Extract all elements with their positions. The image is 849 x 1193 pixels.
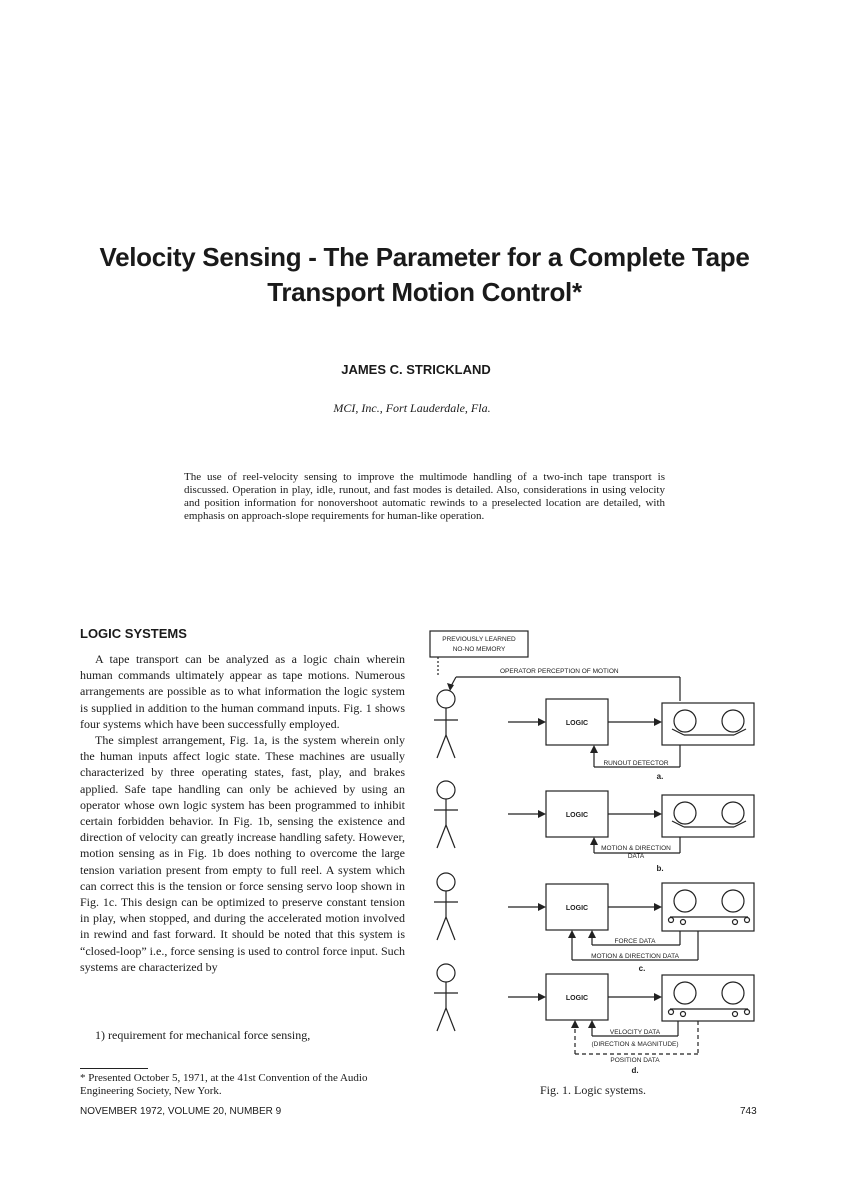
list-item: 1) requirement for mechanical force sensing, [95,1028,311,1042]
memory-label-2: NO-NO MEMORY [452,646,506,653]
feedback-label: DATA [627,853,645,860]
panel-letter: b. [656,864,664,873]
feedback-label: FORCE DATA [614,938,656,945]
operator-figure [434,690,458,758]
transport-box [662,795,754,837]
abstract: The use of reel-velocity sensing to improve the multimode handling of a two-inch tape transport is discussed. Operation in play, idle, runout, and fast modes is detailed. Also, considerations in using velocity and position information for nonovershoot automatic rewinds to a preselected location are detailed, with emphasis on approach-slope requirements for human-like operation. [184,471,665,522]
panel-letter: d. [631,1066,639,1075]
feedback-label: RUNOUT DETECTOR [603,760,669,767]
operator-figure [434,781,458,848]
logic-label: LOGIC [565,905,589,912]
feedback-label: VELOCITY DATA [609,1029,661,1036]
section-heading: LOGIC SYSTEMS [80,626,187,641]
logic-label: LOGIC [565,812,589,819]
title-line-2: Transport Motion Control* [267,277,582,307]
operator-figure [434,873,458,940]
body-text [80,651,405,975]
footnote-divider [80,1068,148,1069]
perception-label: OPERATOR PERCEPTION OF MOTION [500,668,619,675]
author-affiliation: MCI, Inc., Fort Lauderdale, Fla. [333,401,491,415]
feedback-label: MOTION & DIRECTION [601,845,671,852]
journal-footer: NOVEMBER 1972, VOLUME 20, NUMBER 9 [80,1106,282,1117]
page-number: 743 [740,1106,757,1117]
paragraph: The simplest arrangement, Fig. 1a, is the system wherein only the human inputs affect logic state. These machines are usually characterized by three operating states, fast, play, and brakes applied. Safe tape handling can only be achieved by using an operator whose own logic system has been programmed to inhibit certain forbidden behavior. In Fig. 1b, sensing the existence and direction of velocity can greatly increase handling safety. However, motion sensing as in Fig. 1b does nothing to overcome the large tension variation present from empty to full reel. A system which can correct this is the tension or force sensing servo loop shown in Fig. 1c. This design can be optimized to preserve constant tension in play, when stopped, and during the accelerated motion involved in rewind and fast forward. It should be noted that this system is “closed-loop” i.e., force sensing is used to control force input. Such systems are characterized by [80,733,405,974]
operator-figure [434,964,458,1031]
logic-label: LOGIC [565,995,589,1002]
panel-c [434,873,754,960]
feedback-label: POSITION DATA [610,1057,660,1064]
footnote: * Presented October 5, 1971, at the 41st Convention of the Audio Engineering Society, New York. [80,1072,368,1097]
panel-letter: c. [638,964,646,973]
figure-caption: Fig. 1. Logic systems. [540,1083,647,1097]
title-line-1: Velocity Sensing - The Parameter for a Complete Tape [99,242,750,272]
memory-box [430,631,528,657]
memory-label-1: PREVIOUSLY LEARNED [442,636,516,643]
logic-label: LOGIC [565,720,589,727]
article-title [60,240,789,310]
author-name: JAMES C. STRICKLAND [341,362,491,377]
feedback-label: (DIRECTION & MAGNITUDE) [591,1041,679,1048]
transport-box [662,703,754,745]
figure-logic-systems [420,625,760,1080]
feedback-label: MOTION & DIRECTION DATA [591,953,679,960]
paragraph: A tape transport can be analyzed as a logic chain wherein human commands ultimately appear as tape motions. Numerous arrangements are possible as to what information the logic system is supplied in addition to the human command inputs. Fig. 1 shows four systems which have been successfully employed. [80,652,405,731]
panel-a [434,690,754,767]
panel-letter: a. [656,772,664,781]
